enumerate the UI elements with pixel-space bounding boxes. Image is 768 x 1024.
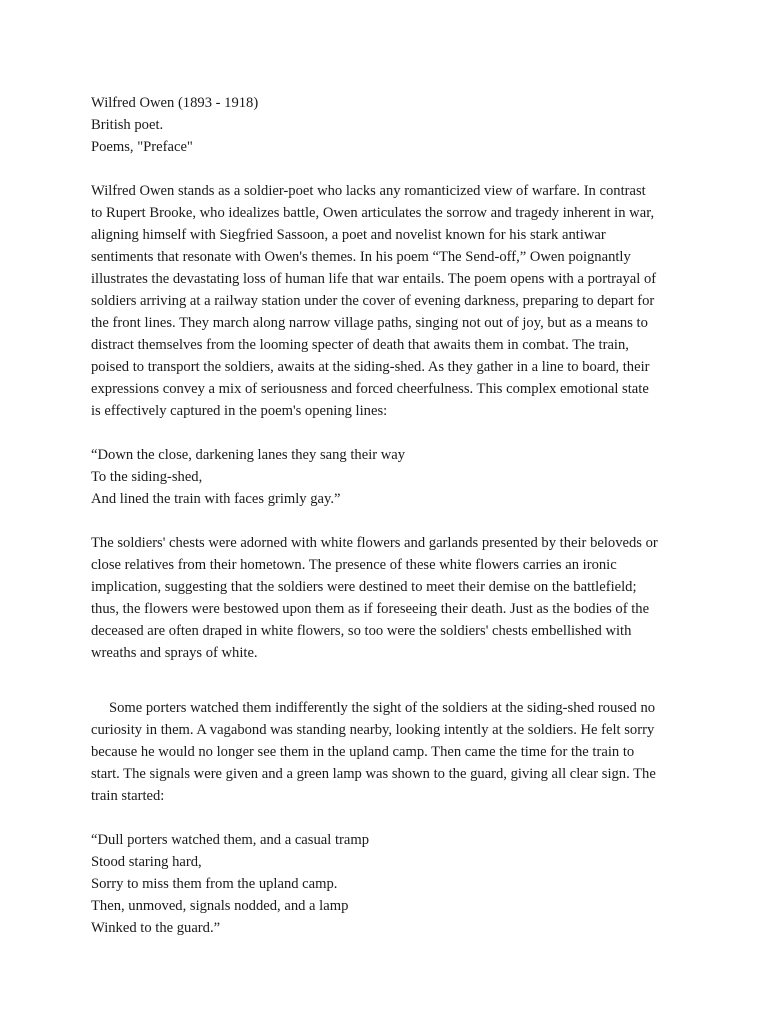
paragraph-introduction xyxy=(91,180,711,422)
document-header xyxy=(91,92,711,158)
text-line: wreaths and sprays of white. xyxy=(91,645,258,661)
text-line: curiosity in them. A vagabond was standing nearby, looking intently at the soldiers. He felt sorry xyxy=(91,722,655,738)
text-line: start. The signals were given and a green lamp was shown to the guard, giving all clear sign. The xyxy=(91,766,656,782)
text-line: the front lines. They march along narrow village paths, singing not out of joy, but as a means to xyxy=(91,315,648,331)
paragraph-porters xyxy=(91,697,711,807)
text-line: expressions convey a mix of seriousness and forced cheerfulness. This complex emotional state xyxy=(91,381,649,397)
quote-line: “Dull porters watched them, and a casual tramp xyxy=(91,832,369,848)
header-nationality-line: British poet. xyxy=(91,117,164,133)
paragraph-spacer xyxy=(91,510,711,532)
quote-line: To the siding-shed, xyxy=(91,469,203,485)
text-line: soldiers arriving at a railway station under the cover of evening darkness, preparing to depart for xyxy=(91,293,655,309)
text-line: Some porters watched them indifferently the sight of the soldiers at the siding-shed roused no xyxy=(109,700,656,716)
text-line: deceased are often draped in white flowers, so too were the soldiers' chests embellished with xyxy=(91,623,632,639)
document-page xyxy=(91,92,711,939)
header-work-line: Poems, "Preface" xyxy=(91,139,193,155)
quote-line: Then, unmoved, signals nodded, and a lamp xyxy=(91,898,349,914)
paragraph-white-flowers xyxy=(91,532,711,664)
quote-line: “Down the close, darkening lanes they sang their way xyxy=(91,447,406,463)
text-line: is effectively captured in the poem's opening lines: xyxy=(91,403,388,419)
text-line: to Rupert Brooke, who idealizes battle, Owen articulates the sorrow and tragedy inherent in war, xyxy=(91,205,655,221)
paragraph-spacer xyxy=(91,422,711,444)
text-line: distract themselves from the looming specter of death that awaits them in combat. The train, xyxy=(91,337,629,353)
quote-line: Sorry to miss them from the upland camp. xyxy=(91,876,338,892)
paragraph-spacer xyxy=(91,664,711,697)
paragraph-spacer xyxy=(91,158,711,180)
text-line: thus, the flowers were bestowed upon them as if foreseeing their death. Just as the bodies of the xyxy=(91,601,650,617)
poem-quote-porters xyxy=(91,829,711,939)
text-line: close relatives from their hometown. The presence of these white flowers carries an ironic xyxy=(91,557,617,573)
quote-line: Winked to the guard.” xyxy=(91,920,221,936)
paragraph-spacer xyxy=(91,807,711,829)
text-line: train started: xyxy=(91,788,165,804)
text-line: aligning himself with Siegfried Sassoon, a poet and novelist known for his stark antiwar xyxy=(91,227,606,243)
text-line: implication, suggesting that the soldiers were destined to meet their demise on the battlefield; xyxy=(91,579,637,595)
poem-quote-opening xyxy=(91,444,711,510)
text-line: because he would no longer see them in the upland camp. Then came the time for the train to xyxy=(91,744,635,760)
text-line: The soldiers' chests were adorned with white flowers and garlands presented by their beloveds or xyxy=(91,535,658,551)
header-author-line: Wilfred Owen (1893 - 1918) xyxy=(91,95,259,111)
text-line: Wilfred Owen stands as a soldier-poet who lacks any romanticized view of warfare. In contrast xyxy=(91,183,646,199)
quote-line: Stood staring hard, xyxy=(91,854,202,870)
text-line: illustrates the devastating loss of human life that war entails. The poem opens with a portrayal of xyxy=(91,271,657,287)
text-line: poised to transport the soldiers, awaits at the siding-shed. As they gather in a line to board, their xyxy=(91,359,650,375)
text-line: sentiments that resonate with Owen's themes. In his poem “The Send-off,” Owen poignantly xyxy=(91,249,631,265)
quote-line: And lined the train with faces grimly gay.” xyxy=(91,491,341,507)
